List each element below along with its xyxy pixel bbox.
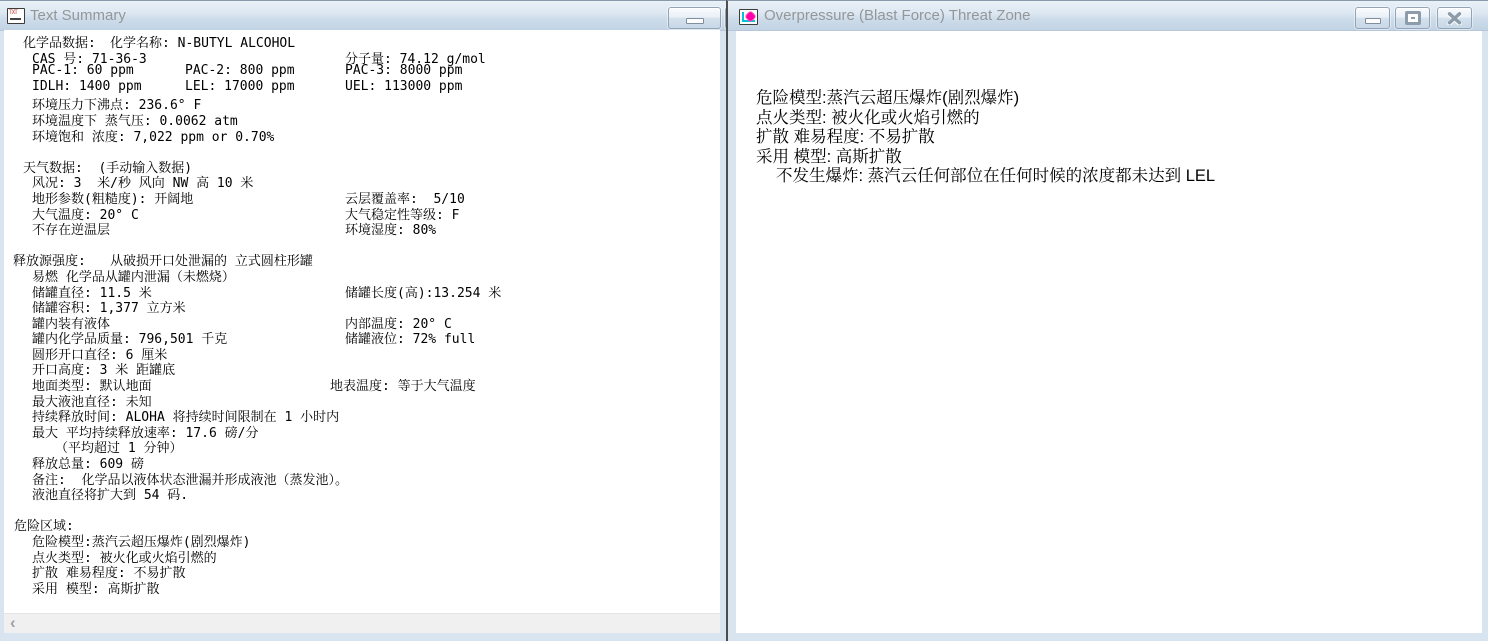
text-summary-window bbox=[0, 0, 726, 641]
text-segment: 地面类型: 默认地面 bbox=[32, 379, 152, 395]
overpressure-content bbox=[736, 31, 1482, 633]
text-summary-titlebar[interactable] bbox=[0, 1, 726, 31]
summary-text-line bbox=[4, 94, 720, 114]
text-segment: 扩散 难易程度: 不易扩散 bbox=[756, 128, 935, 147]
minimize-icon bbox=[1365, 18, 1381, 24]
text-summary-icon[interactable] bbox=[7, 8, 25, 24]
text-segment: 化学品数据: bbox=[23, 36, 96, 51]
text-segment: 点火类型: 被火化或火焰引燃的 bbox=[756, 108, 980, 127]
summary-text-line bbox=[4, 126, 720, 145]
summary-text-line bbox=[4, 266, 720, 285]
summary-text-line bbox=[4, 32, 720, 51]
text-segment: IDLH: 1400 ppm bbox=[32, 78, 142, 94]
text-segment: 储罐容积: 1,377 立方米 bbox=[32, 301, 186, 317]
overpressure-title: Overpressure (Blast Force) Threat Zone bbox=[764, 7, 1031, 24]
text-segment: 大气温度: 20° C bbox=[32, 207, 139, 223]
text-segment: 持续释放时间: ALOHA 将持续时间限制在 1 小时内 bbox=[32, 410, 340, 426]
summary-text-line bbox=[4, 375, 720, 395]
summary-text-line bbox=[4, 484, 720, 504]
minimize-icon bbox=[686, 18, 704, 24]
close-icon bbox=[1447, 12, 1462, 25]
text-summary-content bbox=[4, 30, 720, 633]
threat-zone-text-block bbox=[736, 31, 1482, 186]
summary-text-line bbox=[4, 391, 720, 410]
summary-text-line bbox=[4, 250, 720, 270]
summary-text-line bbox=[4, 500, 720, 516]
threat-zone-text-line bbox=[736, 104, 1482, 127]
text-segment: 云层覆盖率: 5/10 bbox=[345, 191, 465, 207]
text-segment: 环境温度下 蒸气压: 0.0062 atm bbox=[32, 113, 238, 129]
text-segment: 不发生爆炸: 蒸汽云任何部位在任何时候的浓度都未达到 LEL bbox=[776, 167, 1216, 186]
horizontal-scrollbar[interactable] bbox=[4, 613, 720, 633]
summary-text-line bbox=[4, 313, 720, 332]
summary-text-line bbox=[4, 282, 720, 301]
text-segment: 最大液池直径: 未知 bbox=[32, 394, 152, 410]
text-segment: 备注: 化学品以液体状态泄漏并形成液池（蒸发池）。 bbox=[32, 472, 348, 488]
text-segment: LEL: 17000 ppm bbox=[185, 78, 295, 94]
summary-text-line bbox=[4, 562, 720, 582]
text-segment: 最大 平均持续释放速率: 17.6 磅/分 bbox=[32, 425, 259, 441]
text-summary-title: Text Summary bbox=[30, 7, 126, 24]
text-segment: 点火类型: 被火化或火焰引燃的 bbox=[32, 550, 217, 566]
text-segment: 从破损开口处泄漏的 立式圆柱形罐 bbox=[110, 254, 313, 270]
text-segment: 大气稳定性等级: F bbox=[345, 207, 460, 223]
text-segment: PAC-3: 8000 ppm bbox=[345, 63, 463, 79]
text-segment: 释放源强度: bbox=[13, 254, 86, 270]
text-segment: 危险区域: bbox=[14, 519, 74, 535]
summary-text-line bbox=[4, 547, 720, 566]
summary-text-line bbox=[4, 422, 720, 441]
threat-zone-text-line bbox=[736, 143, 1482, 166]
text-segment: 化学名称: N-BUTYL ALCOHOL bbox=[110, 36, 296, 51]
summary-text-line bbox=[4, 531, 720, 550]
summary-text-line bbox=[4, 79, 720, 95]
overpressure-window bbox=[726, 0, 1488, 641]
text-segment: CAS 号: 71-36-3 bbox=[32, 51, 147, 67]
summary-text-line bbox=[4, 141, 720, 157]
summary-text-line bbox=[4, 406, 720, 426]
scroll-left-arrow-icon[interactable]: ‹ bbox=[10, 613, 16, 632]
summary-text-line bbox=[4, 453, 720, 473]
summary-text-line bbox=[4, 578, 720, 597]
text-segment: 风况: 3 米/秒 风向 NW 高 10 米 bbox=[32, 176, 254, 192]
text-segment: 释放总量: 609 磅 bbox=[32, 457, 144, 473]
text-segment: 危险模型:蒸汽云超压爆炸(剧烈爆炸) bbox=[756, 89, 1020, 107]
summary-text-line bbox=[4, 297, 720, 317]
text-segment: 开口高度: 3 米 距罐底 bbox=[32, 363, 176, 379]
text-segment: 圆形开口直径: 6 厘米 bbox=[32, 347, 168, 363]
minimize-button[interactable] bbox=[1355, 7, 1390, 29]
text-segment: 分子量: 74.12 g/mol bbox=[345, 51, 486, 67]
threat-zone-text-line bbox=[736, 123, 1482, 147]
summary-text-block bbox=[4, 30, 720, 597]
text-segment: 储罐长度(高):13.254 米 bbox=[345, 285, 502, 301]
text-icon-label: TXT bbox=[9, 9, 17, 16]
summary-text-line bbox=[4, 188, 720, 207]
summary-text-line bbox=[4, 359, 720, 379]
summary-text-line bbox=[4, 157, 720, 176]
summary-text-line bbox=[4, 328, 720, 348]
text-segment: 易燃 化学品从罐内泄漏（未燃烧） bbox=[32, 269, 235, 285]
text-segment: 环境压力下沸点: 236.6° F bbox=[32, 98, 202, 114]
text-segment: 罐内化学品质量: 796,501 千克 bbox=[32, 332, 228, 348]
text-segment: 环境湿度: 80% bbox=[345, 223, 437, 239]
text-segment: 环境饱和 浓度: 7,022 ppm or 0.70% bbox=[32, 129, 275, 145]
summary-text-line bbox=[4, 48, 720, 67]
close-button[interactable] bbox=[1437, 7, 1472, 29]
threat-zone-text-line bbox=[736, 84, 1482, 107]
text-segment: PAC-2: 800 ppm bbox=[185, 63, 295, 79]
text-segment: 天气数据: (手动输入数据) bbox=[23, 160, 193, 176]
threat-zone-plot-icon[interactable] bbox=[739, 9, 758, 25]
summary-text-line bbox=[4, 469, 720, 488]
summary-text-line bbox=[4, 515, 720, 535]
text-segment: 地形参数(粗糙度): 开阔地 bbox=[32, 191, 194, 207]
summary-text-line bbox=[4, 172, 720, 192]
text-segment: 液池直径将扩大到 54 码. bbox=[32, 488, 189, 504]
summary-text-line bbox=[4, 63, 720, 79]
text-segment: 危险模型:蒸汽云超压爆炸(剧烈爆炸) bbox=[32, 535, 251, 550]
summary-text-line bbox=[4, 219, 720, 239]
text-segment: 不存在逆温层 bbox=[32, 223, 111, 239]
maximize-button[interactable] bbox=[1395, 7, 1430, 29]
threat-zone-text-line bbox=[736, 162, 1482, 186]
text-segment: UEL: 113000 ppm bbox=[345, 78, 463, 94]
minimize-button[interactable] bbox=[668, 7, 721, 29]
overpressure-titlebar[interactable] bbox=[728, 1, 1488, 31]
text-segment: 罐内装有液体 bbox=[32, 316, 111, 332]
text-segment: 内部温度: 20° C bbox=[345, 316, 452, 332]
text-segment: （平均超过 1 分钟） bbox=[55, 441, 183, 457]
text-segment: 地表温度: 等于大气温度 bbox=[330, 379, 476, 395]
text-segment: 采用 模型: 高斯扩散 bbox=[756, 147, 902, 166]
summary-text-line bbox=[4, 344, 720, 363]
text-segment: 储罐液位: 72% full bbox=[345, 332, 476, 348]
text-segment: 采用 模型: 高斯扩散 bbox=[32, 581, 160, 597]
summary-text-line bbox=[4, 235, 720, 251]
text-segment: 扩散 难易程度: 不易扩散 bbox=[32, 566, 186, 582]
summary-text-line bbox=[4, 204, 720, 223]
text-segment: PAC-1: 60 ppm bbox=[32, 63, 134, 79]
maximize-icon bbox=[1405, 11, 1421, 25]
summary-text-line bbox=[4, 437, 720, 457]
summary-text-line bbox=[4, 110, 720, 129]
text-segment: 储罐直径: 11.5 米 bbox=[32, 285, 152, 301]
